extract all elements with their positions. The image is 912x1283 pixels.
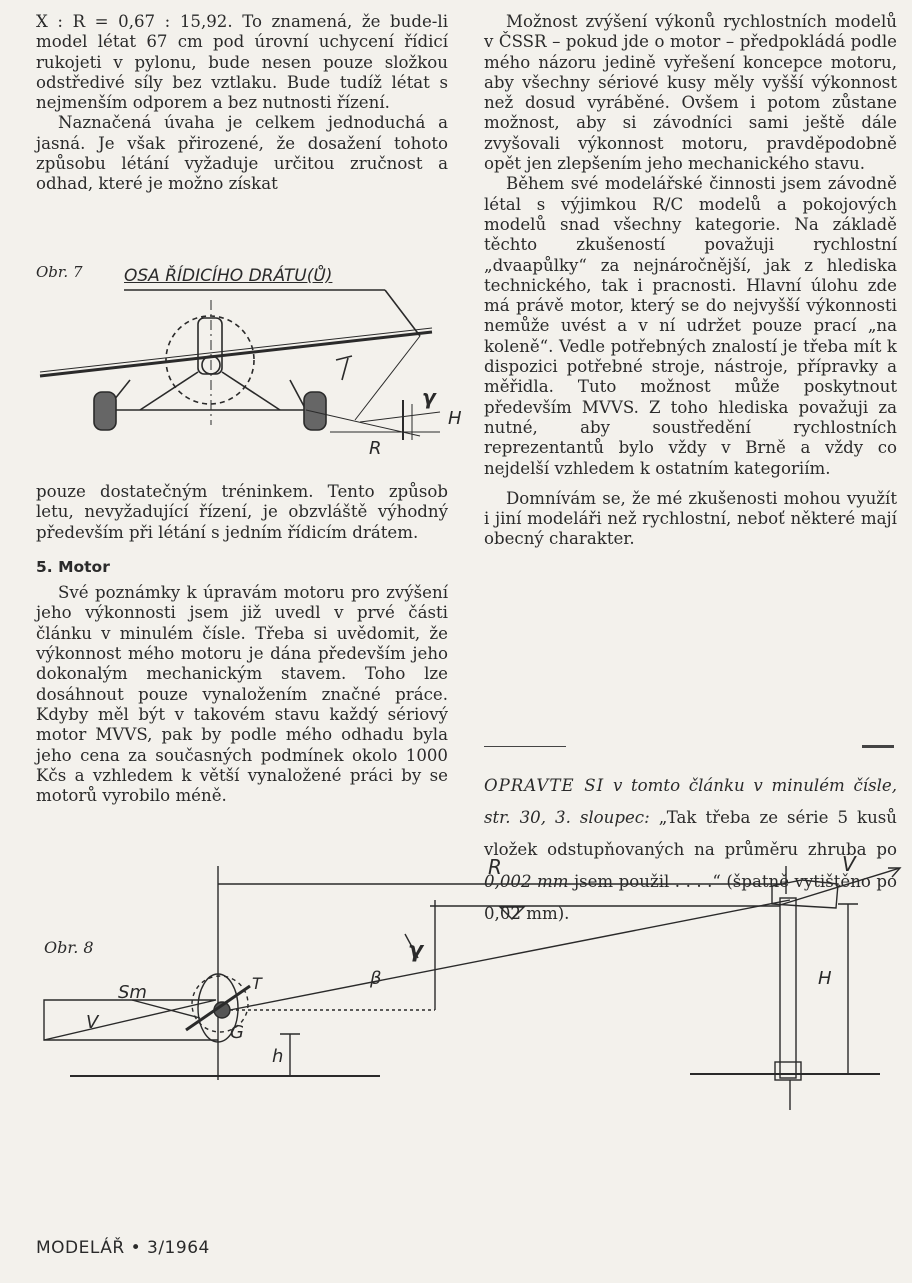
- page-footer: MODELÁŘ • 3/1964: [36, 1238, 210, 1258]
- erratum-quote-start: „Tak třeba ze série 5 kusů vložek odstupňovaných na průměru zhruba po: [484, 808, 897, 859]
- paragraph: Naznačená úvaha je celkem jednoduchá a jasná. Je však přirozené, že dosažení tohoto způsobu létání vyžaduje určitou zručnost a odhad, které je možno získat: [36, 113, 448, 194]
- paragraph: Své poznámky k úpravám motoru pro zvýšení jeho výkonnosti jsem již uvedl v prvé části článku v minulém čísle. Třeba si uvědomit, že výkonnost mého motoru je dána především jeho dokonalým mechanickým stavem. Toho lze dosáhnout pouze vynaložením značné práce. Kdyby měl být v takovém stavu každý sériový motor MVVS, pak by podle mého odhadu byla jeho cena za současných podmínek okolo 1000 Kčs a vzhledem k větší vynaložené práci by se motorů vyrobilo méně.: [36, 583, 448, 806]
- fig8-gamma-label: γ: [408, 938, 423, 963]
- paragraph: Domnívám se, že mé zkušenosti mohou využít i jiní modeláři než rychlostní, neboť některé mají obecný charakter.: [484, 488, 897, 549]
- erratum-intro: v tomto článku v minulém čísle, str. 30, 3. sloupec:: [484, 776, 897, 827]
- paragraph: Možnost zvýšení výkonů rychlostních modelů v ČSSR – pokud jde o motor – předpokládá podle mého názoru jedině vyřešení koncepce motoru, aby všechny sériové kusy měly vyšší výkonnost než dosud vyráběné. Ovšem i potom zůstane možnost, aby si závodníci sami ještě dále zvyšovali výkonnost motoru, pravděpodobně opět jen zlepšením jeho mechanického stavu.: [484, 12, 897, 174]
- fig8-tau-label: T: [252, 974, 262, 993]
- erratum-lead: OPRAVTE SI: [484, 776, 605, 795]
- fig7-gamma-label: γ: [422, 385, 436, 409]
- paragraph: Během své modelářské činnosti jsem závodně létal s výjimkou R/C modelů a pokojových modelů snad všechny kategorie. Na základě těchto zkušeností považuji rychlostní „dvaapůlky“ za nejnáročnější, jak z hlediska technického, tak i pracnosti. Hlavní úlohu zde má právě motor, který se do nejvyšší výkonnosti nemůže uvést a v ní udržet pouze prací „na koleně“. Vedle potřebných znalostí je třeba mít k dispozici potřebné stroje, nástroje, přípravky a měřidla. Tuto možnost může poskytnout především MVVS. Z toho hlediska považuji za nutné, aby soustředění rychlostních reprezentantů bylo vždy v Brně a vždy co nejdelší vzhledem k ostatním kategoriím.: [484, 174, 897, 478]
- erratum-value: 0,002 mm: [484, 872, 569, 891]
- fig8-h-big-label: H: [818, 968, 832, 989]
- fig8-v-label-left: V: [86, 1012, 99, 1033]
- erratum-quote-end: jsem použil . . . .“ (špatně vytištěno po 0,02 mm).: [484, 872, 898, 923]
- paragraph: pouze dostatečným tréninkem. Tento způsob letu, nevyžadující řízení, je obzvláště výhodný především při létání s jedním řídicím drátem.: [36, 482, 448, 542]
- figure-8-label: Obr. 8: [44, 938, 94, 957]
- fig8-beta-label: β: [370, 968, 382, 989]
- section-heading: 5. Motor: [36, 557, 110, 576]
- fig7-h-label: H: [448, 408, 462, 429]
- fig8-h-small-label: h: [272, 1046, 284, 1067]
- fig8-v-label-top: V: [842, 852, 856, 876]
- fig8-g-label: G: [230, 1022, 244, 1043]
- paragraph: X : R = 0,67 : 15,92. To znamená, že bude-li model létat 67 cm pod úrovní uchycení řídicí rukojeti v pylonu, bude nesen pouze složkou odstředivé síly bez vztlaku. Bude tudíž létat s nejmenším odporem a bez nutnosti řízení.: [36, 12, 448, 113]
- fig8-sm-label: Sm: [118, 982, 147, 1003]
- fig8-r-label: R: [488, 855, 502, 879]
- fig7-r-label: R: [369, 438, 382, 459]
- figure-7-label: Obr. 7: [36, 263, 83, 281]
- figure-7-title: OSA ŘÍDICÍHO DRÁTU(Ů): [124, 266, 333, 286]
